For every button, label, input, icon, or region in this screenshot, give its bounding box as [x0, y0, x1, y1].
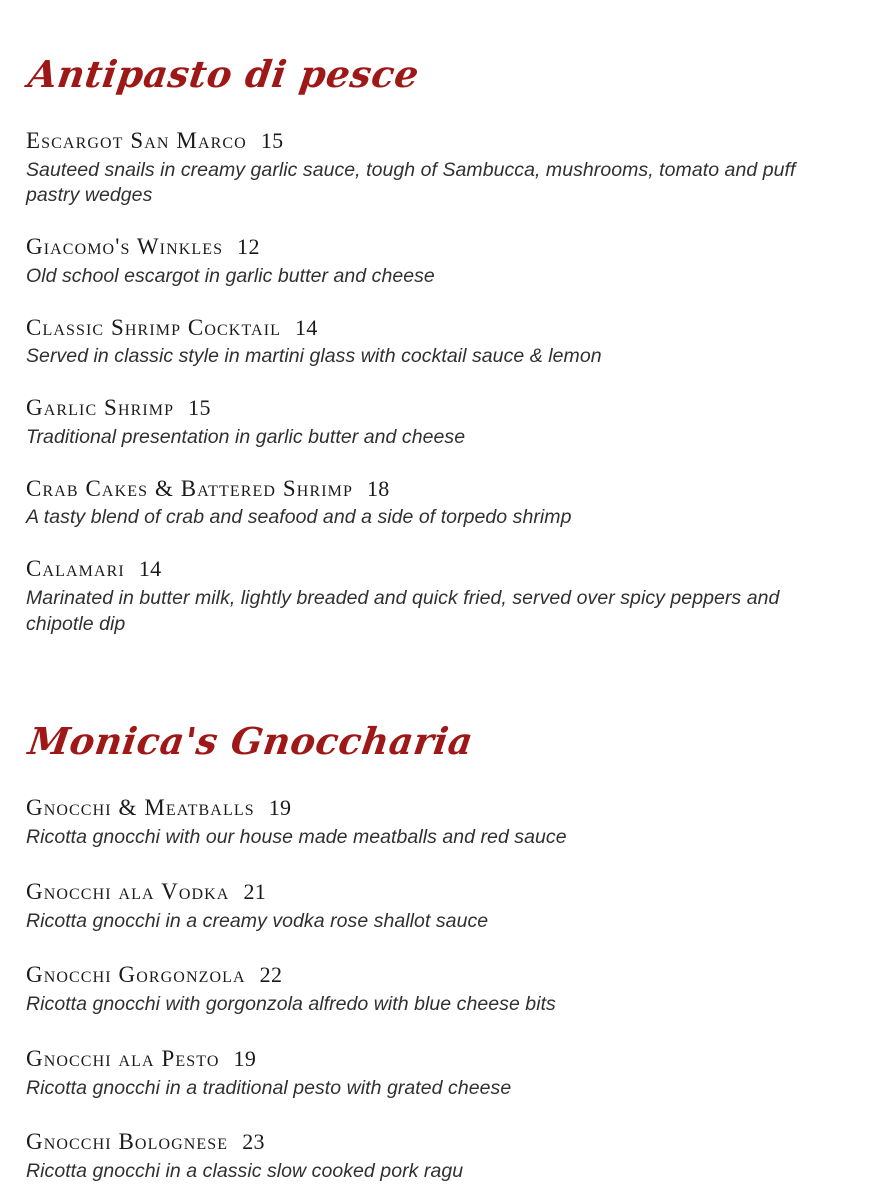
- menu-item-name: Garlic Shrimp: [26, 395, 175, 421]
- menu-item: [26, 475, 852, 531]
- menu-item: [26, 394, 852, 450]
- menu-item-name: Escargot San Marco: [26, 128, 247, 153]
- menu-item-name: Gnocchi Bolognese: [26, 1129, 229, 1155]
- menu-item-name: Gnocchi Gorgonzola: [26, 962, 246, 988]
- menu-item-name: Crab Cakes & Battered Shrimp: [26, 475, 353, 501]
- menu-item-name: Gnocchi ala Pesto: [26, 1045, 220, 1071]
- menu-item-description: Ricotta gnocchi in a creamy vodka rose shallot sauce: [26, 909, 489, 932]
- menu-item: [26, 1128, 852, 1184]
- menu-item-price: 19: [233, 1045, 257, 1071]
- menu-item-name: Classic Shrimp Cocktail: [26, 314, 282, 340]
- menu-item-description: Traditional presentation in garlic butter and cheese: [26, 425, 466, 448]
- menu-item-name: Calamari: [26, 556, 125, 582]
- menu-item-list-gnoccharia: [26, 794, 852, 1184]
- menu-item-price: 23: [242, 1129, 265, 1155]
- menu-item-description: Old school escargot in garlic butter and cheese: [26, 264, 435, 287]
- menu-item-description: A tasty blend of crab and seafood and a side of torpedo shrimp: [26, 506, 572, 529]
- menu-item-name: Gnocchi & Meatballs: [26, 795, 255, 821]
- menu-item-description: Marinated in butter milk, lightly breaded and quick fried, served over spicy peppers and chipotle dip: [26, 586, 780, 635]
- menu-item: [26, 555, 852, 637]
- menu-item-title-row: [26, 1045, 852, 1074]
- menu-item: [26, 1045, 852, 1101]
- menu-item-price: 18: [366, 475, 390, 501]
- menu-item-title-row: [26, 314, 852, 343]
- menu-item: [26, 127, 852, 209]
- menu-item-price: 14: [295, 314, 318, 340]
- menu-item-description: Sauteed snails in creamy garlic sauce, tough of Sambucca, mushrooms, tomato and puff pastry wedges: [26, 158, 796, 207]
- menu-item-title-row: [26, 961, 852, 990]
- menu-item-title-row: [26, 233, 852, 262]
- menu-section-gnoccharia: [26, 637, 852, 1184]
- menu-item-price: 22: [259, 962, 283, 988]
- menu-section-antipasto: [26, 0, 852, 637]
- menu-item-title-row: [26, 127, 852, 156]
- section-heading-antipasto: Antipasto di pesce: [25, 52, 422, 96]
- menu-item-description: Ricotta gnocchi with gorgonzola alfredo with blue cheese bits: [26, 993, 556, 1016]
- menu-item-name: Gnocchi ala Vodka: [26, 878, 230, 904]
- menu-item: [26, 794, 852, 850]
- menu-item-name: Giacomo's Winkles: [26, 234, 224, 260]
- menu-item-price: 19: [268, 795, 292, 821]
- menu-item-description: Ricotta gnocchi in a traditional pesto with grated cheese: [26, 1076, 512, 1099]
- menu-item-title-row: [26, 394, 852, 423]
- menu-item-title-row: [26, 555, 852, 584]
- menu-item-description: Ricotta gnocchi with our house made meatballs and red sauce: [26, 826, 567, 849]
- menu-item-price: 15: [188, 395, 211, 421]
- section-heading-gnoccharia: Monica's Gnoccharia: [25, 719, 477, 764]
- menu-item-price: 15: [260, 128, 284, 153]
- menu-item-title-row: [26, 1128, 852, 1157]
- menu-item-description: Ricotta gnocchi in a classic slow cooked pork ragu: [26, 1160, 464, 1183]
- menu-item-description: Served in classic style in martini glass with cocktail sauce & lemon: [26, 345, 602, 368]
- menu-item: [26, 961, 852, 1017]
- menu-item-list-antipasto: [26, 127, 852, 637]
- menu-item-title-row: [26, 878, 852, 907]
- menu-item-title-row: [26, 475, 852, 504]
- menu-item-price: 12: [237, 234, 260, 260]
- menu-item-price: 21: [243, 878, 267, 904]
- menu-item: [26, 314, 852, 370]
- menu-item-title-row: [26, 794, 852, 823]
- menu-item: [26, 233, 852, 289]
- menu-item-price: 14: [138, 556, 162, 582]
- menu-item: [26, 878, 852, 934]
